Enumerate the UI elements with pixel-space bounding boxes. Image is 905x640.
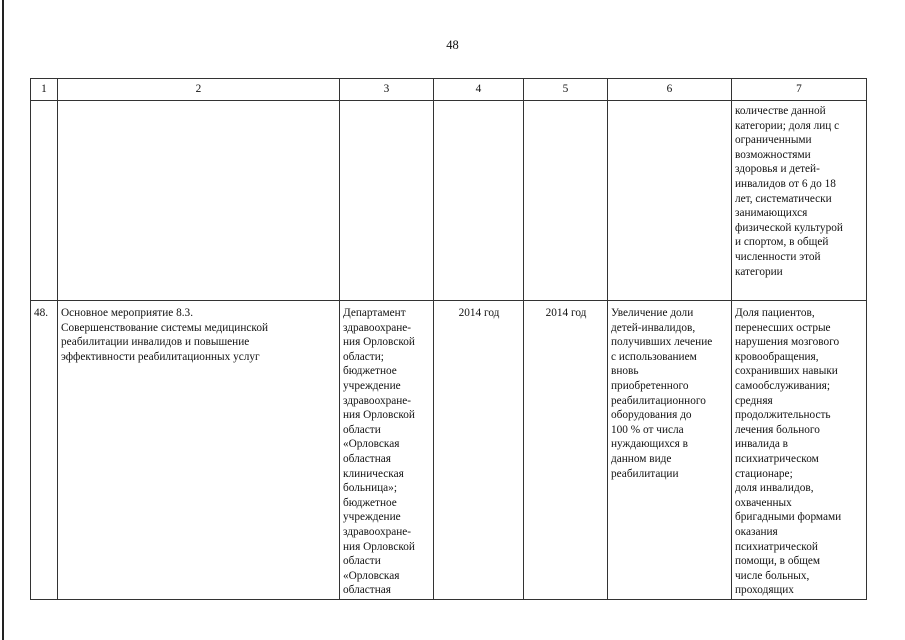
- header-row: [31, 79, 867, 101]
- start-period: 2014 год: [434, 301, 524, 600]
- end-period: 2014 год: [524, 301, 608, 600]
- header-col-5: 5: [524, 79, 608, 101]
- header-col-4: 4: [434, 79, 524, 101]
- page-edge-line: [2, 0, 4, 640]
- continuation-row: [31, 101, 867, 301]
- activity-name: Основное мероприятие 8.3. Совершенствование системы медицинской реабилитации инвалидов и повышение эффективности реабилитационных услуг: [58, 301, 340, 600]
- continuation-cell-4: [434, 101, 524, 301]
- header-col-7: 7: [732, 79, 867, 101]
- expected-result: Увеличение доли детей-инвалидов, получивших лечение с использованием вновь приобретенного реабилитационного оборудования до 100 % от числа нуждающихся в данном виде реабилитации: [608, 301, 732, 600]
- header-col-6: 6: [608, 79, 732, 101]
- continuation-cell-2: [58, 101, 340, 301]
- table-row-48: [31, 301, 867, 600]
- executor: Департамент здравоохране- ния Орловской области; бюджетное учреждение здравоохране- ния Орловской области «Орловская областная клиническая больница»; бюджетное учреждение здравоохране- ния Орловской области «Орловская областная: [340, 301, 434, 600]
- header-col-3: 3: [340, 79, 434, 101]
- continuation-cell-3: [340, 101, 434, 301]
- continuation-cell-1: [31, 101, 58, 301]
- page-number: 48: [446, 38, 459, 52]
- indicators: Доля пациентов, перенесших острые нарушения мозгового кровообращения, сохранивших навыки самообслуживания; средняя продолжительность лечения больного инвалида в психиатрическом стационаре; доля инвалидов, охваченных бригадными формами оказания психиатрической помощи, в общем числе больных, проходящих: [732, 301, 867, 600]
- header-col-2: 2: [58, 79, 340, 101]
- document-table: [30, 78, 867, 600]
- continuation-cell-5: [524, 101, 608, 301]
- row-number: 48.: [31, 301, 58, 600]
- header-col-1: 1: [31, 79, 58, 101]
- continuation-indicators: количестве данной категории; доля лиц с ограниченными возможностями здоровья и детей- инвалидов от 6 до 18 лет, систематически занимающихся физической культурой и спортом, в общей численности этой категории: [732, 101, 867, 301]
- continuation-cell-6: [608, 101, 732, 301]
